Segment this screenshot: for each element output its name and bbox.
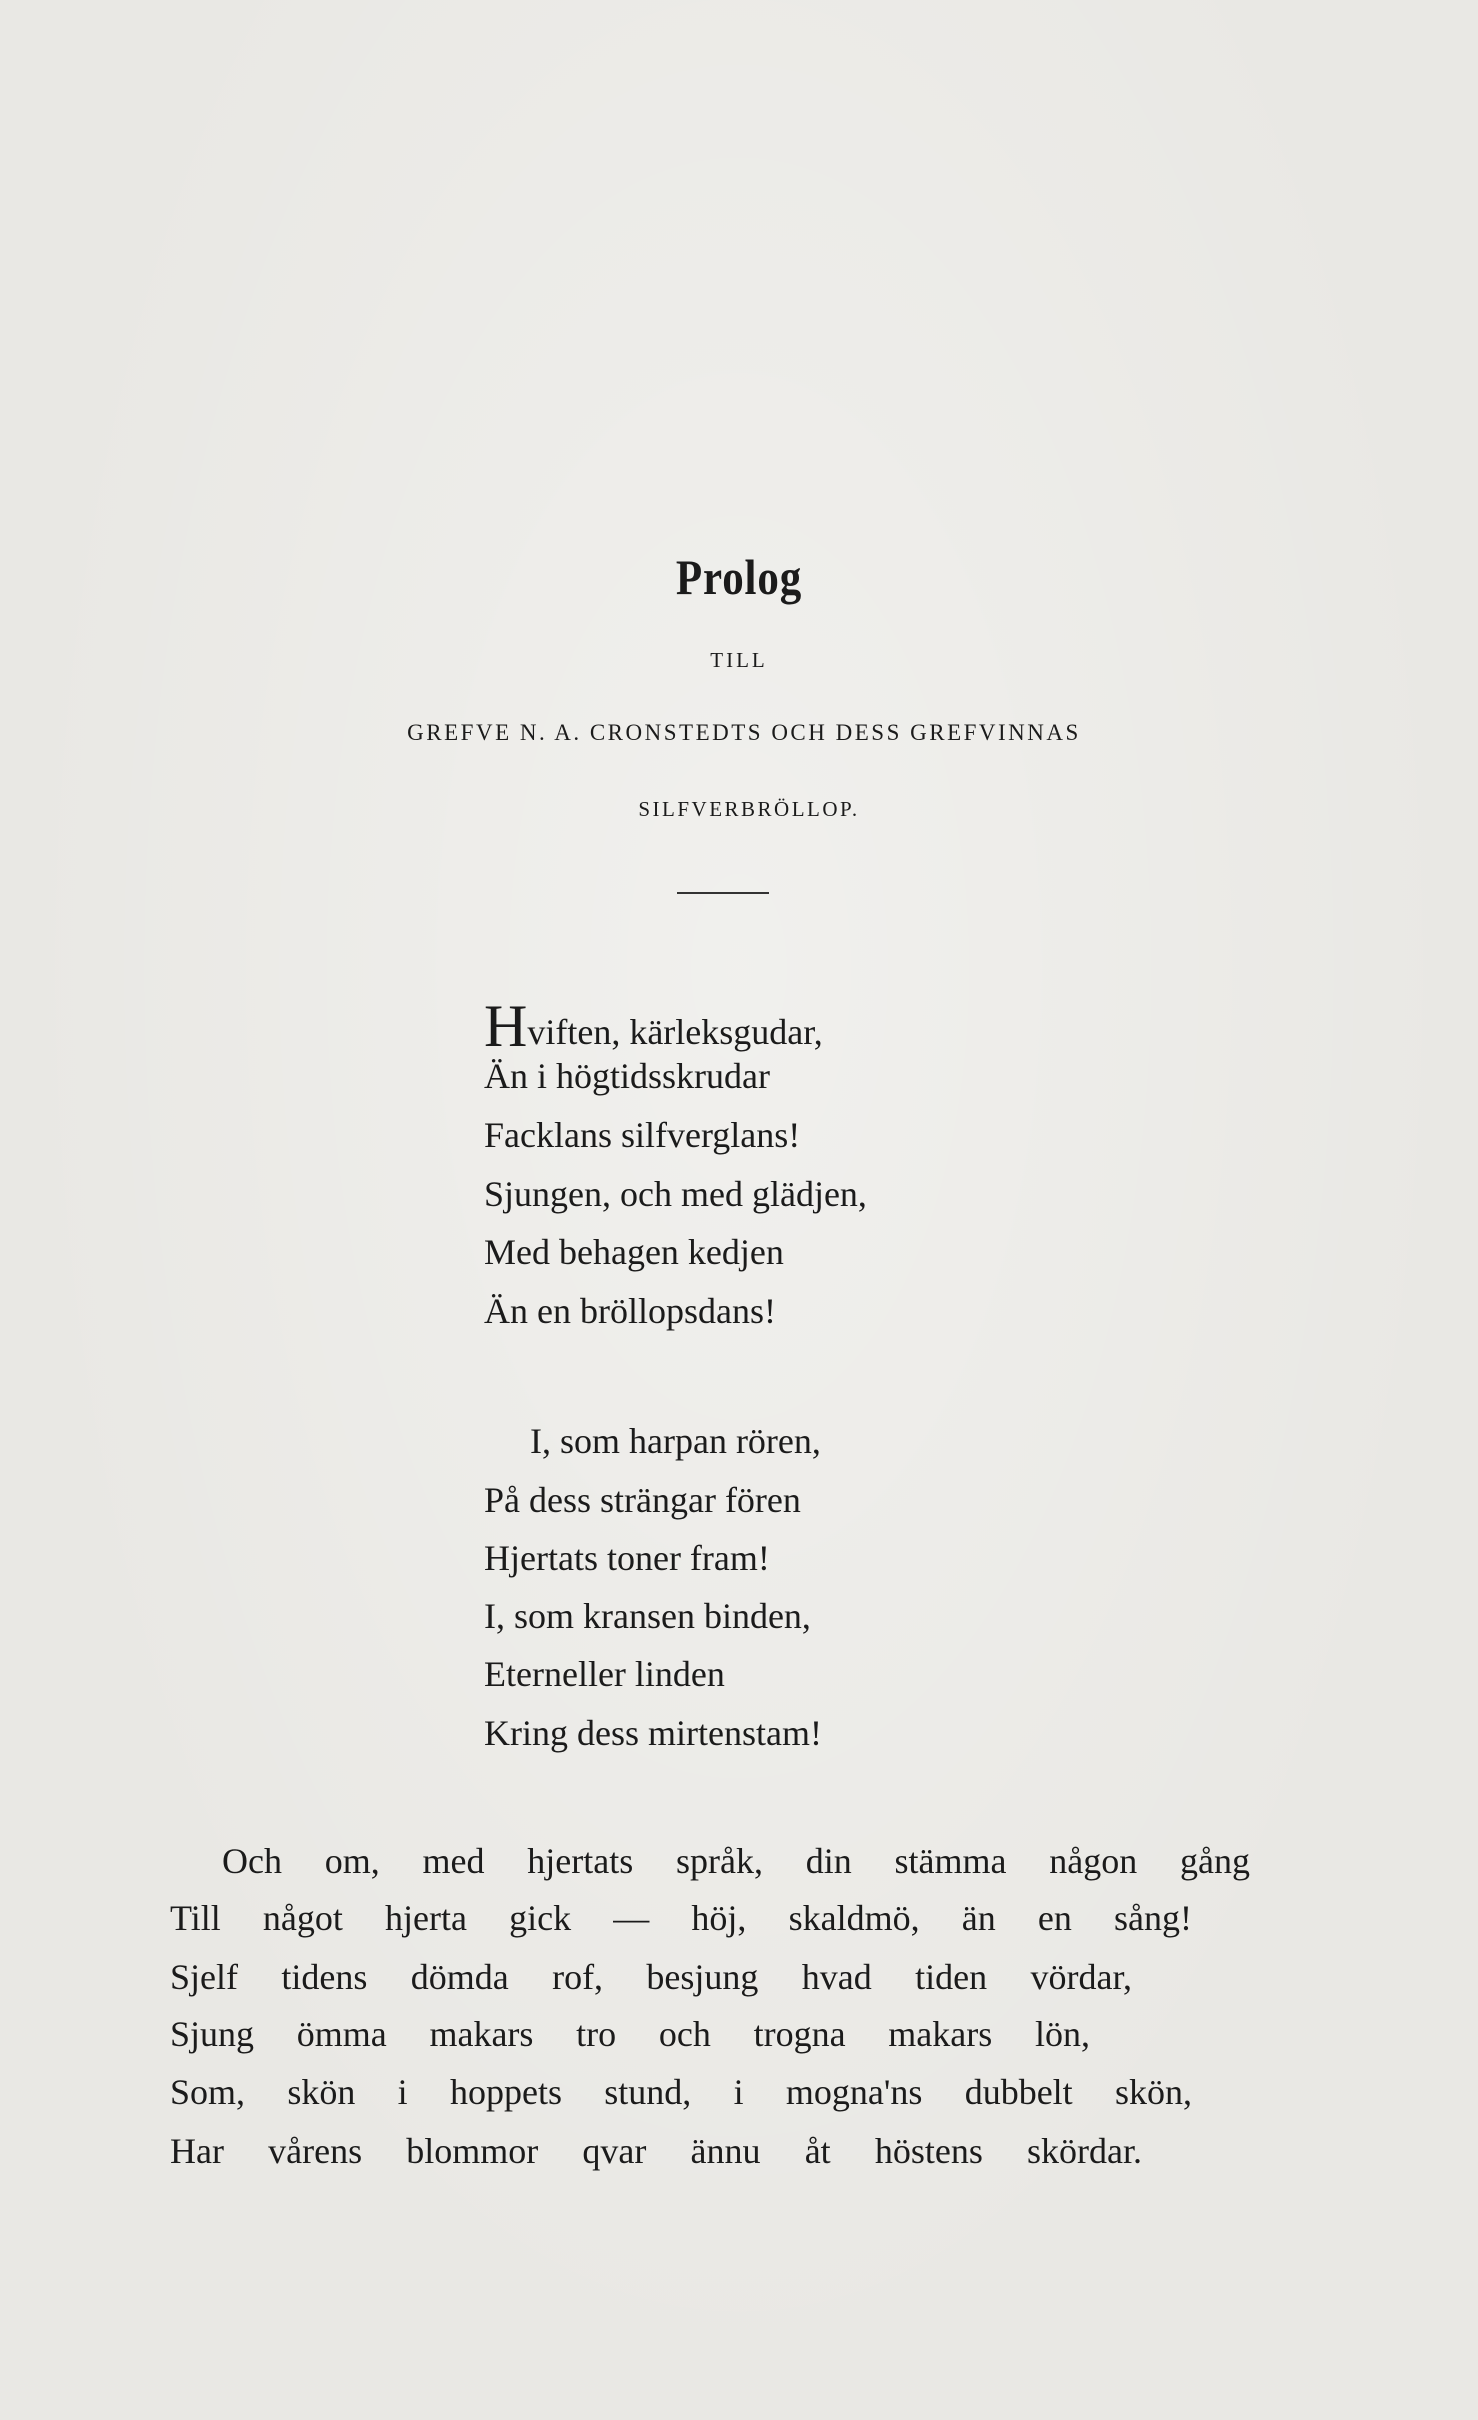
verse-line: Kring dess mirtenstam! xyxy=(484,1713,822,1753)
verse-line: Hjertats toner fram! xyxy=(484,1538,770,1578)
verse-line xyxy=(484,993,823,1059)
verse-line: I, som harpan rören, xyxy=(530,1421,821,1461)
section-divider xyxy=(677,892,769,894)
verse-line: Än en bröllopsdans! xyxy=(484,1291,776,1331)
verse-text: viften, kärleksgudar, xyxy=(527,1012,823,1052)
subtitle-till: TILL xyxy=(710,648,768,672)
dedication-line-2: SILFVERBRÖLLOP. xyxy=(638,797,860,821)
verse-line: Sjungen, och med glädjen, xyxy=(484,1174,867,1214)
verse-line: Till något hjerta gick — höj, skaldmö, än en sång! xyxy=(170,1898,1192,1938)
verse-line: Facklans silfverglans! xyxy=(484,1115,801,1155)
poem-title: Prolog xyxy=(675,549,803,605)
verse-line: På dess strängar fören xyxy=(484,1480,801,1520)
verse-line: Och om, med hjertats språk, din stämma någon gång xyxy=(222,1841,1250,1881)
verse-line: Sjung ömma makars tro och trogna makars lön, xyxy=(170,2014,1090,2054)
verse-line: Med behagen kedjen xyxy=(484,1232,784,1272)
verse-line: I, som kransen binden, xyxy=(484,1596,811,1636)
dedication-line-1: GREFVE N. A. CRONSTEDTS OCH DESS GREFVINNAS xyxy=(407,720,1081,745)
verse-line: Än i högtidsskrudar xyxy=(484,1056,770,1096)
drop-cap: H xyxy=(484,993,528,1059)
verse-line: Som, skön i hoppets stund, i mogna'ns dubbelt skön, xyxy=(170,2072,1192,2112)
verse-line: Sjelf tidens dömda rof, besjung hvad tiden vördar, xyxy=(170,1957,1132,1997)
verse-line: Eterneller linden xyxy=(484,1654,725,1694)
verse-line: Har vårens blommor qvar ännu åt höstens skördar. xyxy=(170,2131,1142,2171)
